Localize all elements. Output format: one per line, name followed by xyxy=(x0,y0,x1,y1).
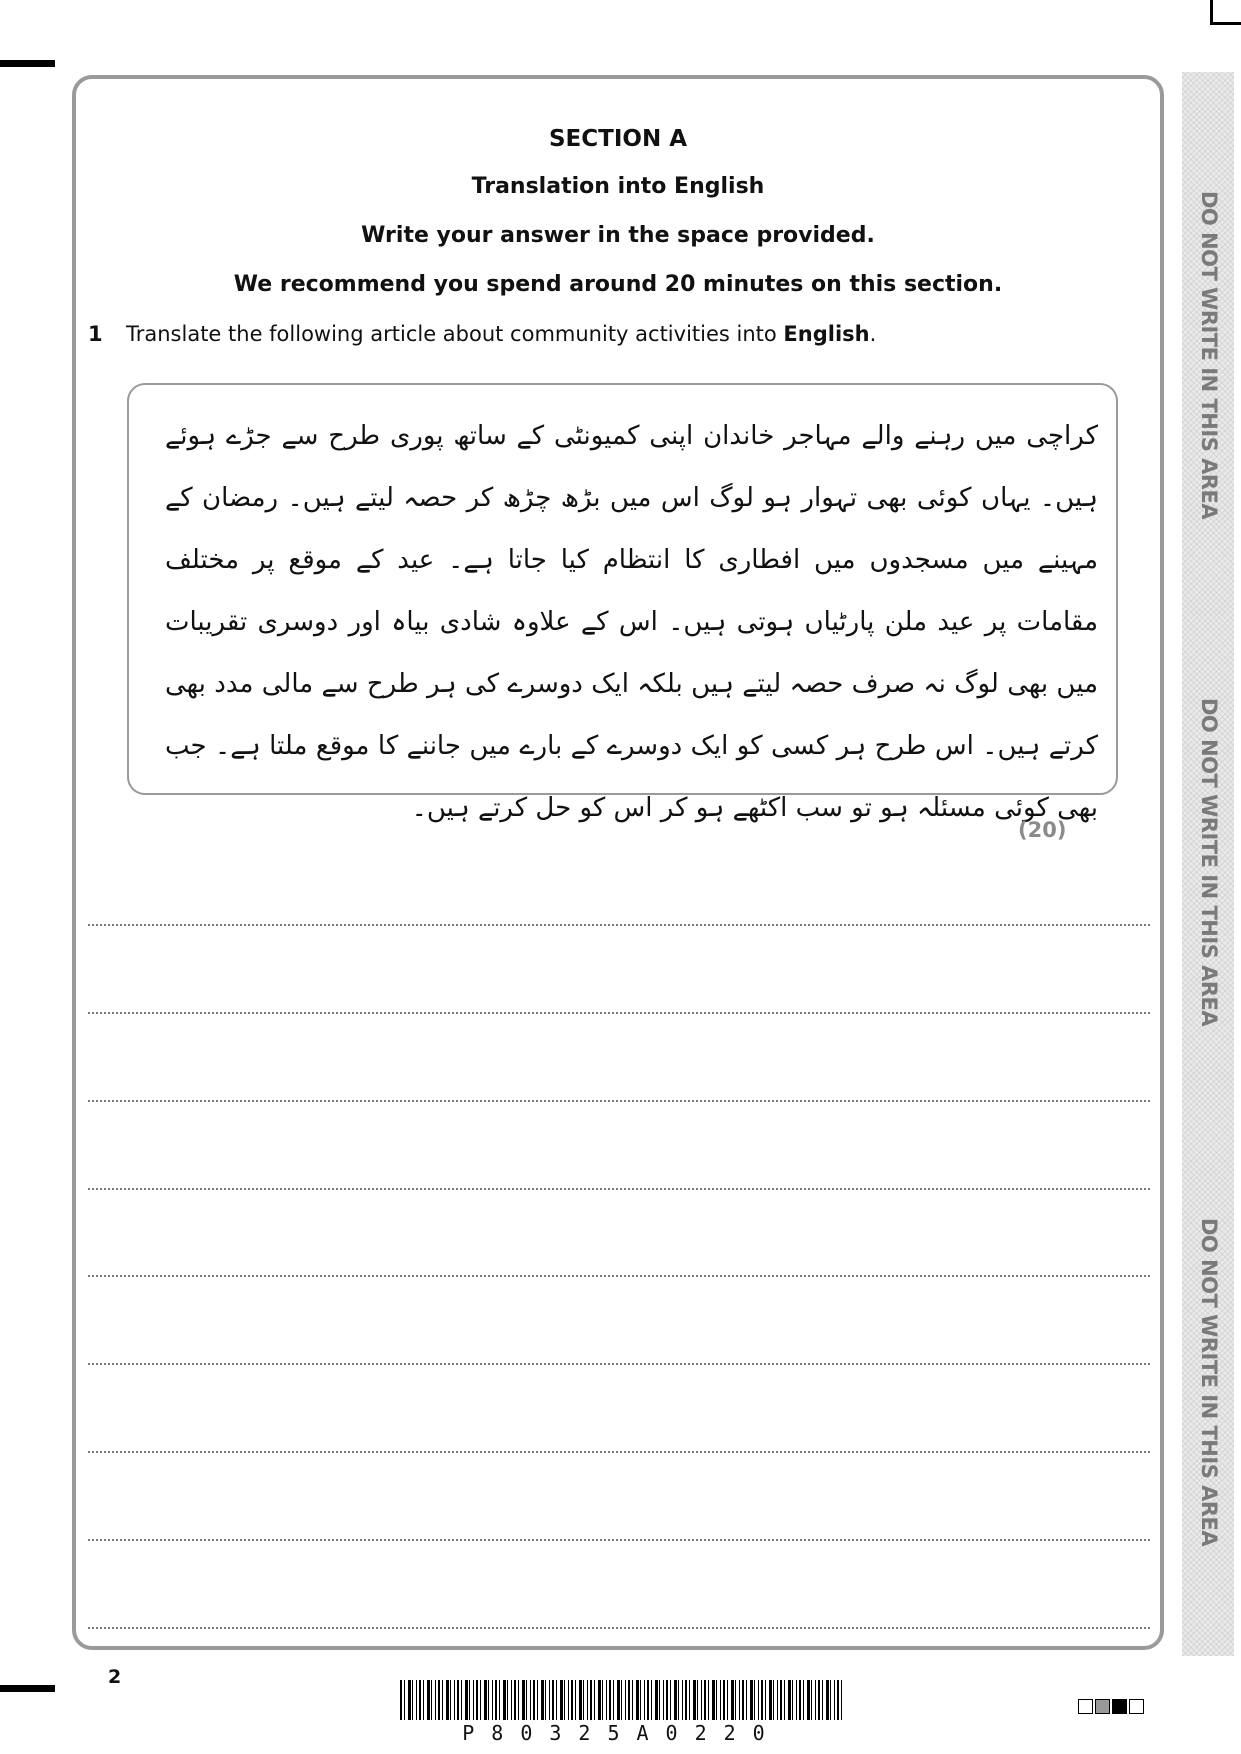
passage-box xyxy=(127,383,1118,823)
page-indicator-boxes xyxy=(1078,1699,1144,1714)
alignment-mark-top-right-h xyxy=(1210,22,1241,25)
alignment-mark-bottom-left xyxy=(0,1685,55,1692)
answer-line[interactable] xyxy=(88,1100,1150,1102)
indicator-box-grey xyxy=(1095,1699,1110,1714)
question-number: 1 xyxy=(88,322,103,346)
margin-warning-middle: DO NOT WRITE IN THIS AREA xyxy=(1197,697,1221,1027)
indicator-box-empty xyxy=(1129,1699,1144,1714)
passage-text: کراچی میں رہنے والے مہاجر خاندان اپنی کمیونٹی کے ساتھ پوری طرح سے جڑے ہوئے ہیں۔ یہاں کوئی بھی تہوار ہو لوگ اس میں بڑھ چڑھ کر حصہ لیتے ہیں۔ رمضان کے مہینے میں مسجدوں میں افطاری کا انتظام کیا جاتا ہے۔ عید کے موقع پر مختلف مقامات پر عید ملن پارٹیاں ہوتی ہیں۔ اس کے علاوہ شادی بیاہ اور دوسری تقریبات میں بھی لوگ نہ صرف حصہ لیتے ہیں بلکہ ایک دوسرے کی ہر طرح سے مالی مدد بھی کرتے ہیں۔ اس طرح ہر کسی کو ایک دوسرے کے بارے میں جاننے کا موقع ملتا ہے۔ جب بھی کوئی مسئلہ ہو تو سب اکٹھے ہو کر اس کو حل کرتے ہیں۔ xyxy=(165,421,1098,823)
section-subtitle: Translation into English xyxy=(471,174,765,199)
page-number: 2 xyxy=(108,1666,122,1688)
question-text-main: Translate the following article about community activities into xyxy=(126,322,784,346)
margin-warning-top: DO NOT WRITE IN THIS AREA xyxy=(1197,190,1221,520)
answer-line[interactable] xyxy=(88,924,1150,926)
barcode xyxy=(400,1680,844,1720)
section-instruction: Write your answer in the space provided. xyxy=(361,223,875,248)
barcode-text: P80325A0220 xyxy=(462,1721,782,1745)
question-text-bold: English xyxy=(783,322,870,346)
question-text xyxy=(126,322,876,346)
answer-line[interactable] xyxy=(88,1363,1150,1365)
marks-label: (20) xyxy=(1018,818,1067,842)
alignment-mark-top-left xyxy=(0,60,55,67)
answer-line[interactable] xyxy=(88,1451,1150,1453)
page-frame xyxy=(72,75,1164,1650)
answer-line[interactable] xyxy=(88,1188,1150,1190)
answer-line[interactable] xyxy=(88,1627,1150,1629)
answer-line[interactable] xyxy=(88,1275,1150,1277)
section-recommendation: We recommend you spend around 20 minutes on this section. xyxy=(233,272,1003,297)
margin-warning-bottom: DO NOT WRITE IN THIS AREA xyxy=(1197,1217,1221,1547)
section-title: SECTION A xyxy=(548,126,687,152)
indicator-box-filled xyxy=(1112,1699,1127,1714)
indicator-box-empty xyxy=(1078,1699,1093,1714)
answer-line[interactable] xyxy=(88,1012,1150,1014)
question-text-end: . xyxy=(869,322,877,346)
answer-line[interactable] xyxy=(88,1539,1150,1541)
